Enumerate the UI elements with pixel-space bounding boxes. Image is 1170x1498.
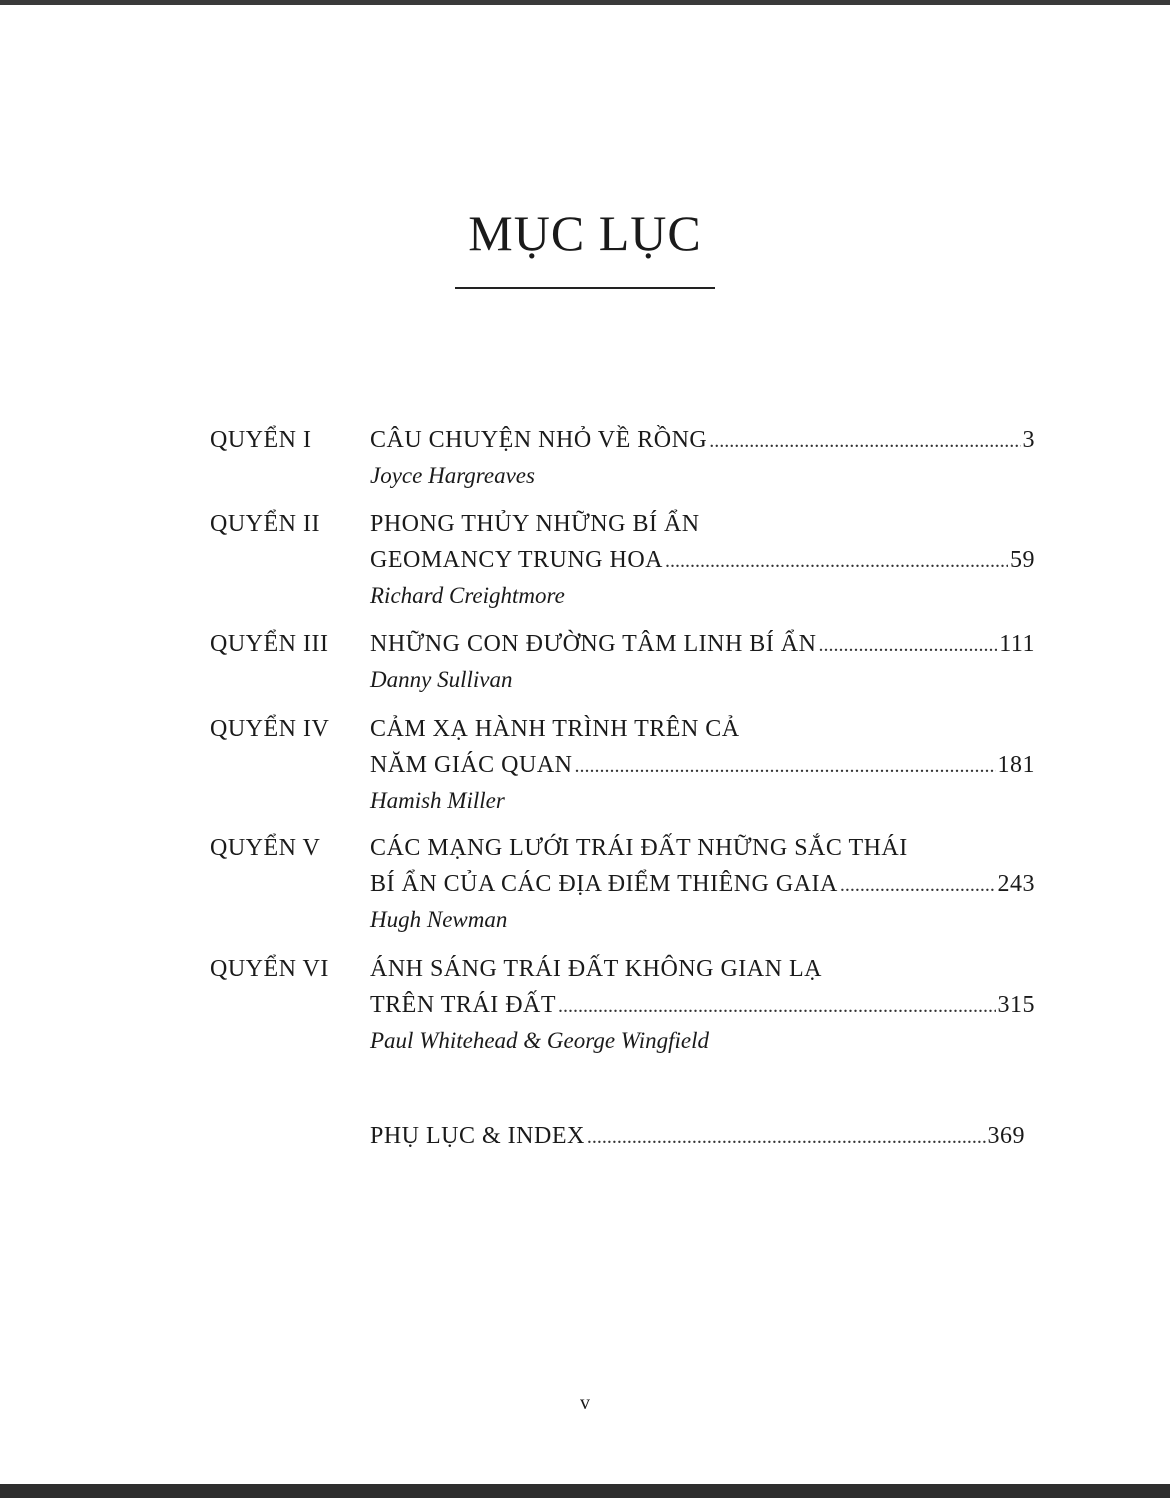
entry-title-line-2: NĂM GIÁC QUAN: [370, 752, 573, 778]
title-underline: [455, 287, 715, 289]
book-label: QUYỂN I: [210, 427, 312, 453]
folio-page-number: v: [580, 1392, 590, 1414]
title-with-page: [370, 626, 1035, 662]
entry-title-line-1: CÁC MẠNG LƯỚI TRÁI ĐẤT NHỮNG SẮC THÁI: [370, 835, 908, 861]
book-label: QUYỂN III: [210, 631, 329, 657]
title-with-page: [370, 866, 1035, 902]
book-label: QUYỂN IV: [210, 716, 330, 742]
bottom-edge-bar: [0, 1484, 1170, 1498]
entry-title: NHỮNG CON ĐƯỜNG TÂM LINH BÍ ẨN: [370, 631, 817, 657]
entry-page-number: 243: [997, 871, 1035, 897]
entry-title-line-2: GEOMANCY TRUNG HOA: [370, 547, 664, 573]
title-with-page: [370, 422, 1035, 458]
entry-title-line-1: ÁNH SÁNG TRÁI ĐẤT KHÔNG GIAN LẠ: [370, 956, 822, 982]
entry-title-line-1: CẢM XẠ HÀNH TRÌNH TRÊN CẢ: [370, 716, 740, 742]
entry-title-line-2: BÍ ẨN CỦA CÁC ĐỊA ĐIỂM THIÊNG GAIA: [370, 871, 838, 897]
entry-title: CÂU CHUYỆN NHỎ VỀ RỒNG: [370, 427, 708, 453]
book-label: QUYỂN VI: [210, 956, 329, 982]
dot-leader: [818, 627, 997, 663]
title-with-page: [370, 987, 1035, 1023]
entry-author: Hamish Miller: [370, 788, 505, 813]
entry-body: [370, 506, 1035, 614]
entry-page-number: 181: [997, 752, 1035, 778]
dot-leader: [558, 988, 995, 1024]
page-title: MỤC LỤC: [468, 205, 702, 261]
dot-leader: [587, 1119, 986, 1155]
entry-page-number: 3: [1022, 427, 1035, 453]
entry-body: [370, 626, 1035, 698]
entry-body: [370, 1118, 1025, 1154]
appendix-title: PHỤ LỤC & INDEX: [370, 1123, 585, 1149]
book-label: QUYỂN V: [210, 835, 321, 861]
top-edge-bar: [0, 0, 1170, 5]
entry-body: [370, 711, 1035, 819]
entry-page-number: 315: [997, 992, 1035, 1018]
entry-page-number: 59: [1010, 547, 1035, 573]
dot-leader: [840, 867, 996, 903]
dot-leader: [709, 423, 1020, 459]
title-with-page: [370, 1118, 1025, 1154]
entry-body: [370, 422, 1035, 494]
book-label: QUYỂN II: [210, 511, 320, 537]
entry-author: Richard Creightmore: [370, 583, 565, 608]
entry-title-line-2: TRÊN TRÁI ĐẤT: [370, 992, 557, 1018]
entry-title-line-1: PHONG THỦY NHỮNG BÍ ẨN: [370, 511, 700, 537]
title-with-page: [370, 747, 1035, 783]
entry-body: [370, 830, 1035, 938]
entry-author: Joyce Hargreaves: [370, 463, 535, 488]
dot-leader: [665, 543, 1008, 579]
dot-leader: [575, 748, 996, 784]
entry-author: Hugh Newman: [370, 907, 508, 932]
entry-author: Paul Whitehead & George Wingfield: [370, 1028, 709, 1053]
entry-body: [370, 951, 1035, 1059]
entry-author: Danny Sullivan: [370, 667, 513, 692]
title-with-page: [370, 542, 1035, 578]
entry-page-number: 111: [999, 631, 1035, 657]
appendix-page-number: 369: [987, 1123, 1025, 1149]
